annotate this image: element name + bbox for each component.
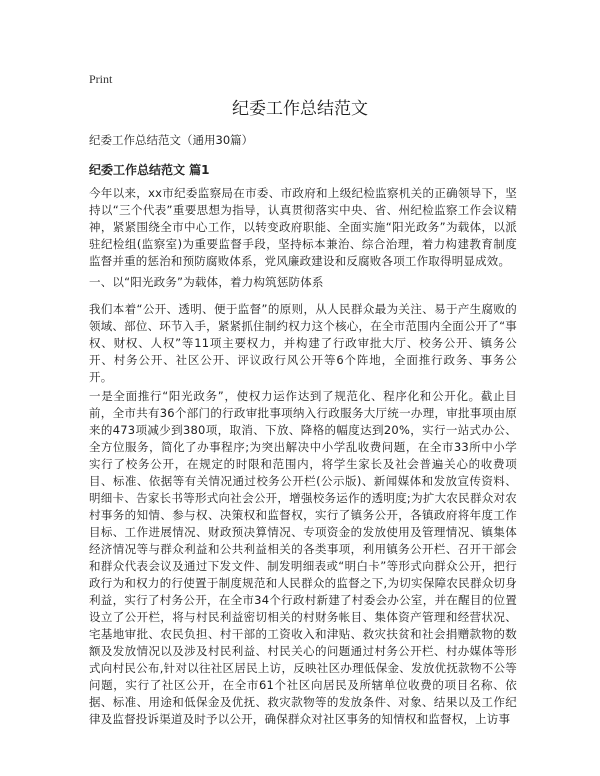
print-link[interactable]: Print	[89, 72, 113, 86]
document-subtitle: 纪委工作总结范文（通用30篇）	[89, 133, 254, 147]
paragraph-details: 一是全面推行“阳光政务”，使权力运作达到了规范化、程序化和公开化。截止目前，全市共有36个部门的行政审批事项纳入行政服务大厅统一办理，审批事项由原来的473项减少到380项，取消、下放、降格的幅度达到20%，实行一站式办公、全方位服务，简化了办事程序;为突出解决中小学乱收费问题，在全市33所中小学实行了校务公开，在规定的时限和范围内，将学生家长及社会普遍关心的收费项目、标准、依据等有关情况通过校务公开栏(公示版)、新闻媒体和发放宣传资料、明细卡、告家长书等形式向社会公开，增强校务运作的透明度;为扩大农民群众对农村事务的知情、参与权、决策权和监督权，实行了镇务公开，各镇政府将年度工作目标、工作进展情况、财政预决算情况、专项资金的发放使用及管理情况、镇集体经济情况等与群众利益和公共利益相关的各类事项，利用镇务公开栏、召开干部会和群众代表会议及通过下发文件、制发明细表或“明白卡”等形式向群众公开，把行政行为和权力的行使置于制度规范和人民群众的监督之下,为切实保障农民群众切身利益，实行了村务公开，在全市34个行政村新建了村委会办公室，并在醒目的位置设立了公开栏，将与村民利益密切相关的村财务帐目、集体资产管理和经营状况、宅基地审批、农民负担、村干部的工资收入和津贴、救灾扶贫和社会捐赠款物的数额及发放情况以及涉及村民利益、村民关心的问题通过村务公开栏、村办媒体等形式向村民公布,针对以往社区居民上访，反映社区办理低保金、发放优抚款物不公等问题，实行了社区公开，在全市61个社区向居民及所辖单位收费的项目名称、依据、标准、用途和低保金及优抚、救灾款物等的发放条件、对象、结果以及工作纪律及监督投诉渠道及时予以公开，确保群众对社区事务的知情权和监督权，上访事	[89, 389, 517, 726]
section-heading: 纪委工作总结范文 篇1	[89, 163, 210, 177]
paragraph-principles: 我们本着“公开、透明、便于监督”的原则，从人民群众最为关注、易于产生腐败的领域、部位、环节入手，紧紧抓住制约权力这个核心，在全市范围内全面公开了“事权、财权、人权”等11项主要权力，并构建了行政审批大厅、校务公开、镇务公开、村务公开、社区公开、评议政行风公开等6个阵地，全面推行政务、事务公开。	[89, 302, 517, 384]
document-title: 纪委工作总结范文	[232, 99, 368, 119]
paragraph-intro: 今年以来，xx市纪委监察局在市委、市政府和上级纪检监察机关的正确领导下，坚持以“三个代表”重要思想为指导，认真贯彻落实中央、省、州纪检监察工作会议精神，紧紧围绕全市中心工作，以转变政府职能、全面实施“阳光政务”为载体，以派驻纪检组(监察室)为重要监督手段，坚持标本兼治、综合治理，着力构建教育制度监督并重的惩治和预防腐败体系，党风廉政建设和反腐败各项工作取得明显成效。	[89, 186, 517, 268]
paragraph-subheading: 一、以“阳光政务”为载体，着力构筑惩防体系	[89, 275, 324, 289]
